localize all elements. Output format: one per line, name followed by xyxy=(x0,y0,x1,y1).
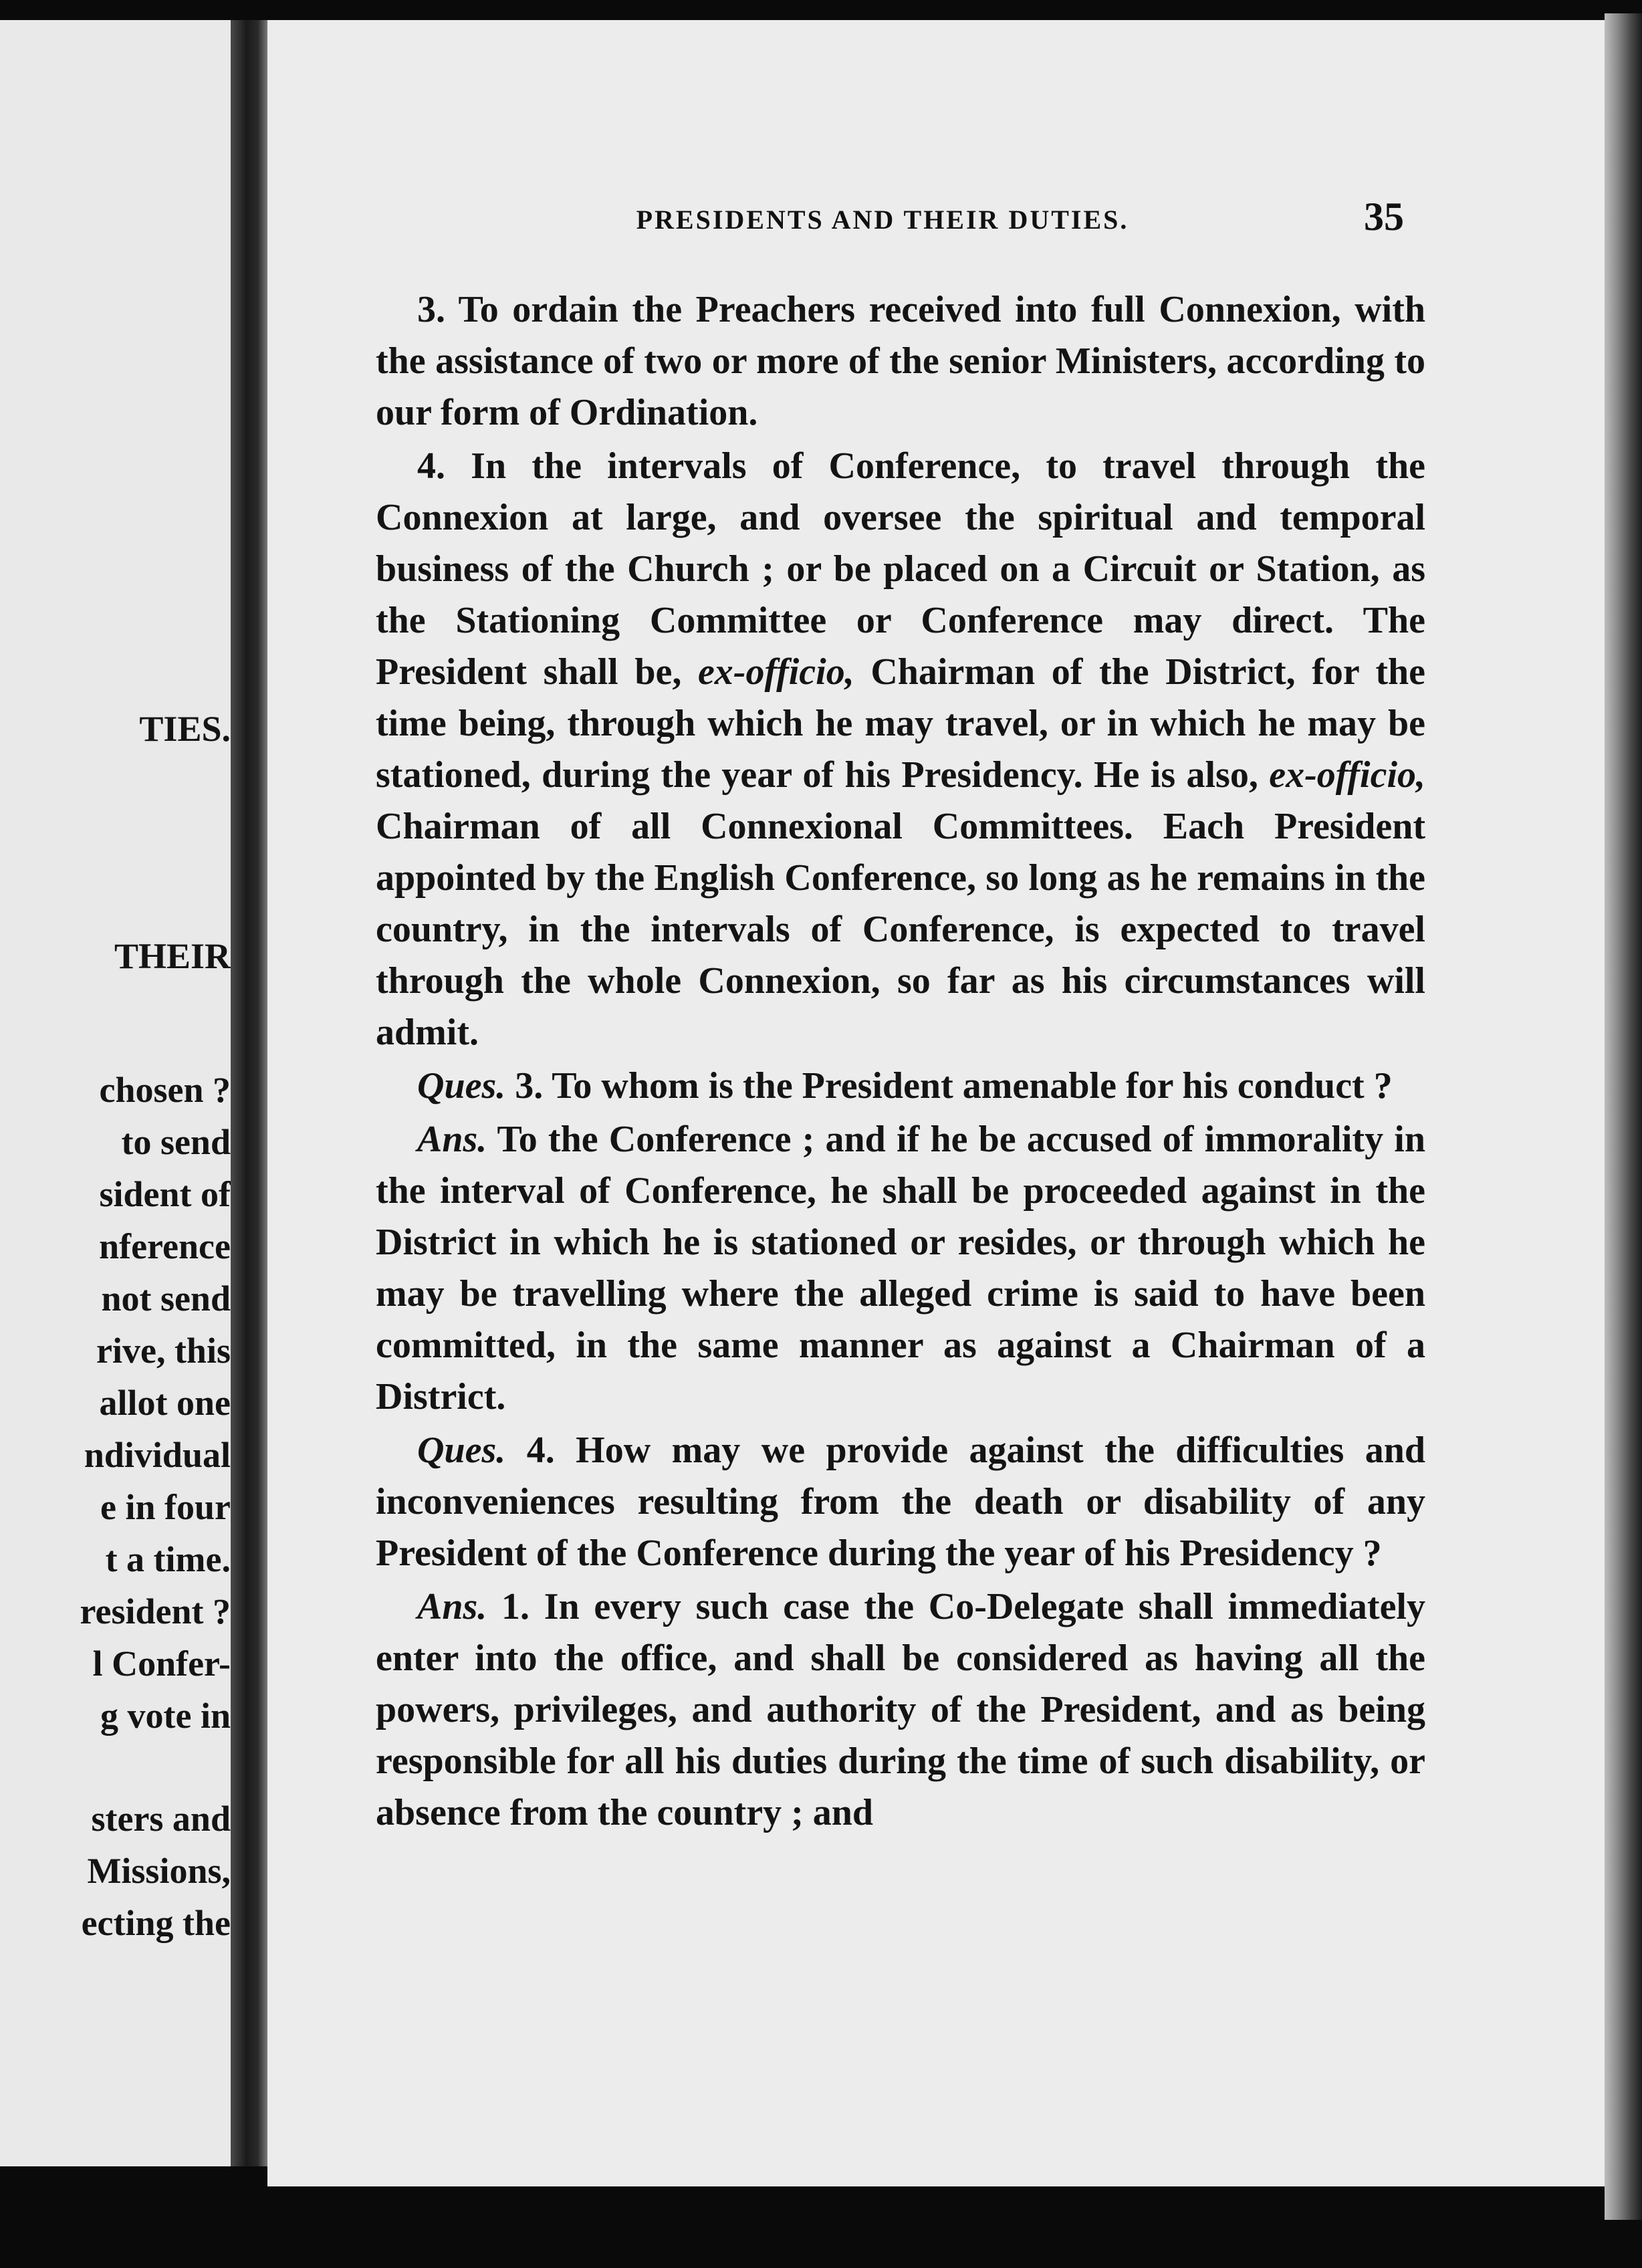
italic-term: ex-officio, xyxy=(1269,754,1425,796)
book-gutter xyxy=(231,20,269,2166)
left-page-line: ecting the xyxy=(81,1903,231,1943)
left-page-line: Missions, xyxy=(87,1851,231,1891)
left-page-line: ndividual xyxy=(84,1435,231,1475)
paragraph-text: 4. In the intervals of Conference, to travel through the Connexion at large, and oversee the spiritual and temporal business of the Church ; or be placed on a Circuit or Station, as the Stationing Committee or Conference may direct. The President shall be, xyxy=(376,445,1425,693)
paragraph xyxy=(376,441,1425,1058)
left-page-line: THEIR xyxy=(114,936,231,976)
left-page-line: to send xyxy=(121,1122,231,1162)
answer-paragraph xyxy=(376,1114,1425,1423)
page-body xyxy=(376,284,1425,1841)
left-page-line: nference xyxy=(99,1226,231,1266)
left-page-line: e in four xyxy=(100,1487,231,1527)
running-title: PRESIDENTS AND THEIR DUTIES. xyxy=(636,205,1129,235)
left-page-line: not send xyxy=(101,1278,231,1319)
page-edge xyxy=(1605,13,1642,2220)
left-page-line: sters and xyxy=(91,1799,231,1839)
left-page-line: resident ? xyxy=(80,1591,231,1631)
paragraph-text: 4. How may we provide against the difficulties and inconveniences resulting from the death or disability of any President of the Conference during the year of his Presidency ? xyxy=(376,1430,1425,1574)
paragraph-text: 1. In every such case the Co-Delegate shall immediately enter into the office, and shall be considered as having all the powers, privileges, and authority of the President, and as being responsible for all his duties during the time of such disability, or absence from the country ; and xyxy=(376,1586,1425,1833)
left-page-line: chosen ? xyxy=(99,1070,231,1110)
paragraph-text: 3. To whom is the President amenable for his conduct ? xyxy=(505,1065,1393,1107)
paragraph: 3. To ordain the Preachers received into full Connexion, with the assistance of two or more of the senior Ministers, according to our form of Ordination. xyxy=(376,289,1425,433)
left-page-line: g vote in xyxy=(100,1696,231,1736)
answer-lead: Ans. xyxy=(417,1586,487,1627)
answer-paragraph xyxy=(376,1581,1425,1839)
paragraph-text: Chairman of the District, for the time being, through which he may travel, or in which he may be stationed, during the year of his Presidency. He is also, xyxy=(376,651,1425,796)
left-page-line: rive, this xyxy=(96,1331,231,1371)
left-page-line: TIES. xyxy=(139,709,231,749)
left-page-line: sident of xyxy=(99,1174,231,1214)
question-paragraph xyxy=(376,1425,1425,1579)
paragraph-text: Chairman of all Connexional Committees. Each President appointed by the English Conference, so long as he remains in the country, in the intervals of Conference, is expected to travel through the whole Connexion, so far as his circumstances will admit. xyxy=(376,806,1425,1053)
italic-term: ex-officio, xyxy=(697,651,854,693)
left-page-line: t a time. xyxy=(105,1539,231,1579)
question-lead: Ques. xyxy=(417,1430,506,1471)
answer-lead: Ans. xyxy=(417,1119,487,1160)
paragraph-text: To the Conference ; and if he be accused of immorality in the interval of Conference, he shall be proceeded against in the District in which he is stationed or resides, or through which he may be travelling where the alleged crime is said to have been committed, in the same manner as against a Chairman of a District. xyxy=(376,1119,1425,1418)
question-paragraph xyxy=(376,1060,1425,1112)
page-number: 35 xyxy=(1364,195,1404,239)
question-lead: Ques. xyxy=(417,1065,506,1107)
left-page-line: l Confer- xyxy=(92,1643,231,1684)
left-facing-page xyxy=(0,20,231,2166)
left-page-line: allot one xyxy=(99,1383,231,1423)
